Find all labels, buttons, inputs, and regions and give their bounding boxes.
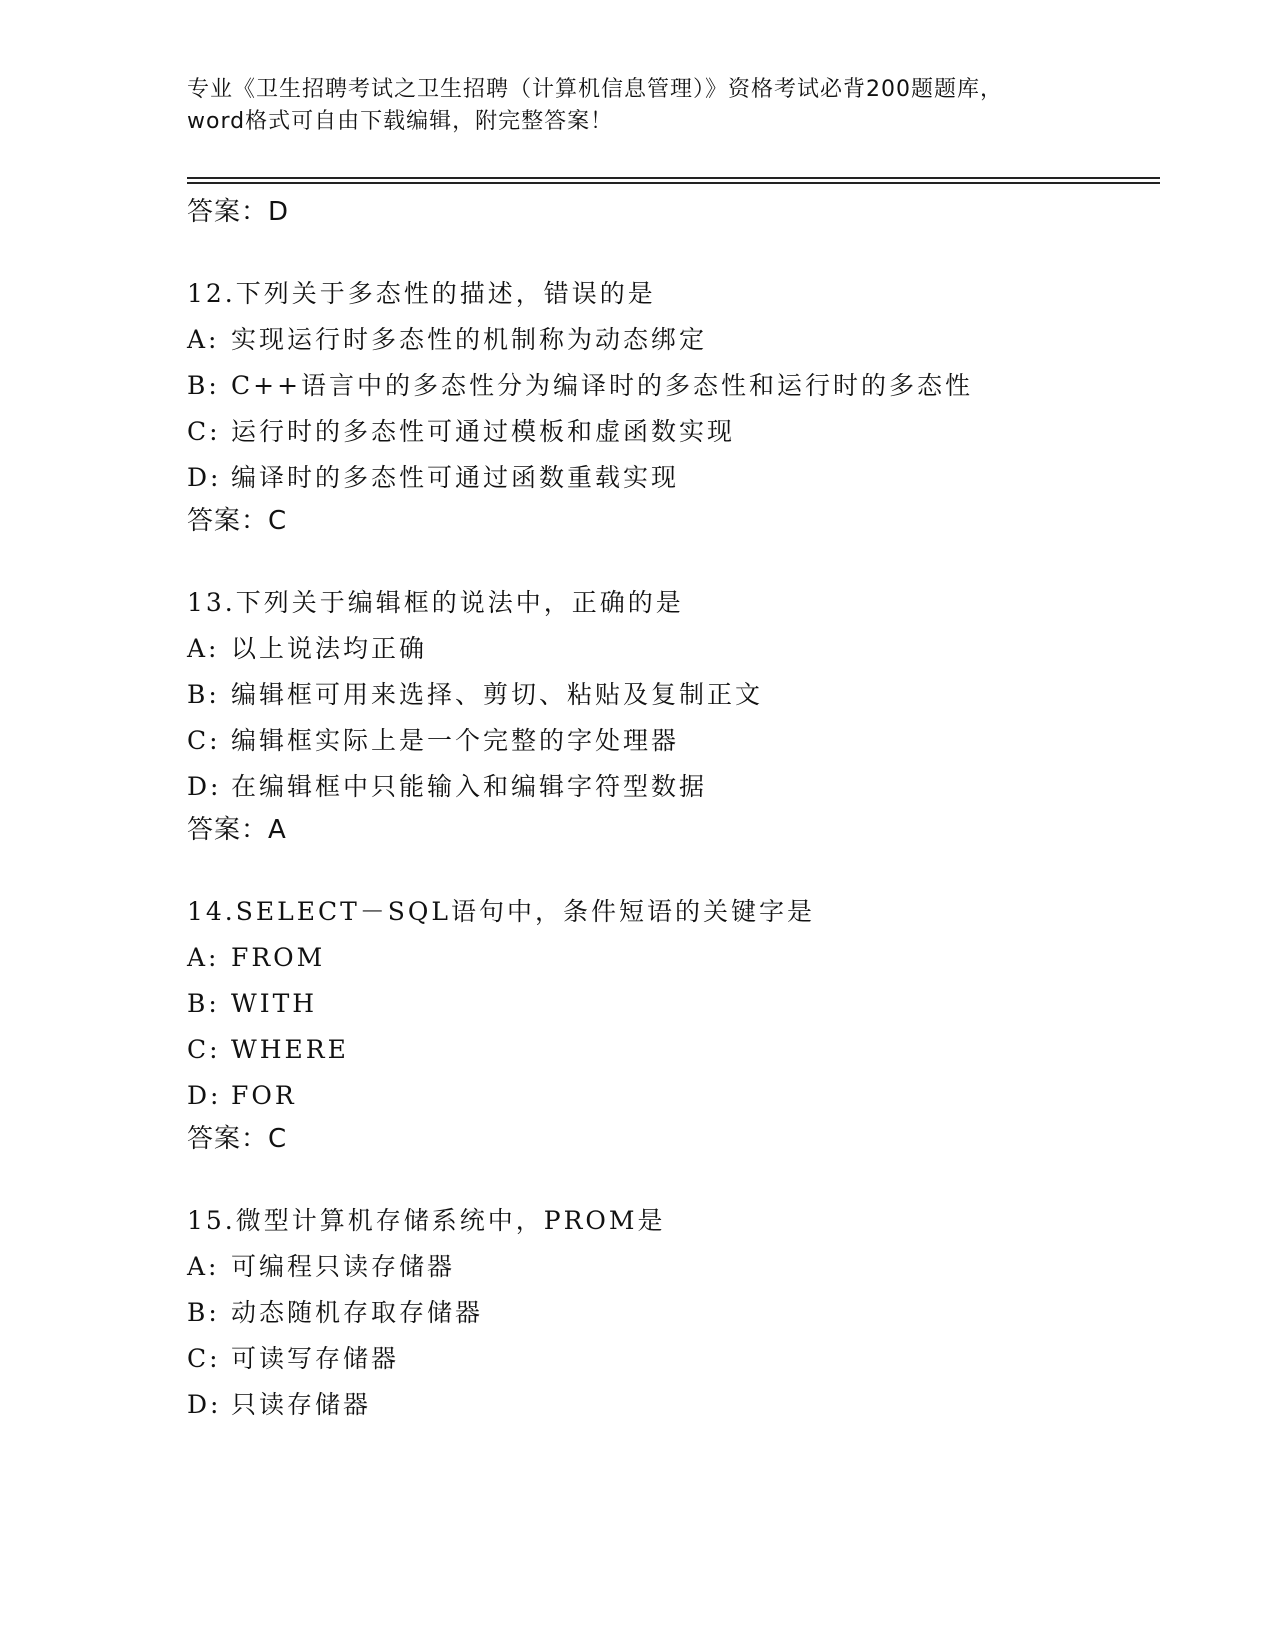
option-label: B: (187, 1298, 220, 1327)
option-b (187, 981, 1187, 1027)
question-list (187, 192, 1187, 1428)
option-text: 以上说法均正确 (231, 634, 428, 663)
option-label: C: (187, 726, 221, 755)
header-divider-bottom (187, 182, 1160, 184)
header-title-line-2: word格式可自由下载编辑，附完整答案！ (187, 109, 614, 134)
question-15 (187, 1198, 1187, 1428)
option-label: C: (187, 1344, 221, 1373)
option-label: B: (187, 371, 220, 400)
option-text: 只读存储器 (231, 1390, 372, 1419)
question-title: 12.下列关于多态性的描述，错误的是 (187, 279, 656, 308)
option-text: 编译时的多态性可通过函数重载实现 (231, 463, 680, 492)
option-text: 编辑框实际上是一个完整的字处理器 (231, 726, 680, 755)
option-label: A: (187, 325, 220, 354)
option-label: C: (187, 1035, 221, 1064)
option-text: FOR (231, 1081, 297, 1110)
answer-line: 答案：C (187, 1124, 288, 1154)
option-label: D: (187, 1081, 222, 1110)
option-label: A: (187, 634, 220, 663)
option-text: 实现运行时多态性的机制称为动态绑定 (231, 325, 708, 354)
previous-answer: 答案：D (187, 197, 290, 227)
question-14 (187, 889, 1187, 1165)
option-label: B: (187, 989, 220, 1018)
option-a (187, 626, 1187, 672)
header-title-line-1: 专业《卫生招聘考试之卫生招聘（计算机信息管理）》资格考试必背200题题库， (187, 77, 1003, 102)
answer-line: 答案：A (187, 815, 287, 845)
option-c (187, 718, 1187, 764)
option-label: D: (187, 463, 222, 492)
option-text: 动态随机存取存储器 (231, 1298, 484, 1327)
option-label: A: (187, 943, 220, 972)
answer-line: 答案：C (187, 506, 288, 536)
option-d (187, 455, 1187, 501)
option-text: 可编程只读存储器 (231, 1252, 456, 1281)
option-text: 在编辑框中只能输入和编辑字符型数据 (231, 772, 708, 801)
option-label: A: (187, 1252, 220, 1281)
option-label: D: (187, 1390, 222, 1419)
question-13 (187, 580, 1187, 856)
option-text: 编辑框可用来选择、剪切、粘贴及复制正文 (231, 680, 764, 709)
option-label: B: (187, 680, 220, 709)
option-b (187, 1290, 1187, 1336)
question-12 (187, 271, 1187, 547)
question-title: 13.下列关于编辑框的说法中，正确的是 (187, 588, 684, 617)
question-title: 14.SELECT－SQL语句中，条件短语的关键字是 (187, 897, 816, 926)
option-label: C: (187, 417, 221, 446)
option-b (187, 672, 1187, 718)
question-title: 15.微型计算机存储系统中，PROM是 (187, 1206, 666, 1235)
option-d (187, 1382, 1187, 1428)
option-text: 运行时的多态性可通过模板和虚函数实现 (231, 417, 736, 446)
option-c (187, 409, 1187, 455)
option-c (187, 1027, 1187, 1073)
option-text: WHERE (231, 1035, 349, 1064)
option-d (187, 764, 1187, 810)
option-d (187, 1073, 1187, 1119)
option-a (187, 317, 1187, 363)
option-text: FROM (231, 943, 326, 972)
option-text: C++语言中的多态性分为编译时的多态性和运行时的多态性 (231, 371, 974, 400)
option-text: WITH (231, 989, 318, 1018)
option-b (187, 363, 1187, 409)
option-text: 可读写存储器 (231, 1344, 400, 1373)
option-a (187, 935, 1187, 981)
option-label: D: (187, 772, 222, 801)
option-a (187, 1244, 1187, 1290)
document-header (187, 74, 1087, 138)
header-divider-top (187, 177, 1160, 179)
option-c (187, 1336, 1187, 1382)
